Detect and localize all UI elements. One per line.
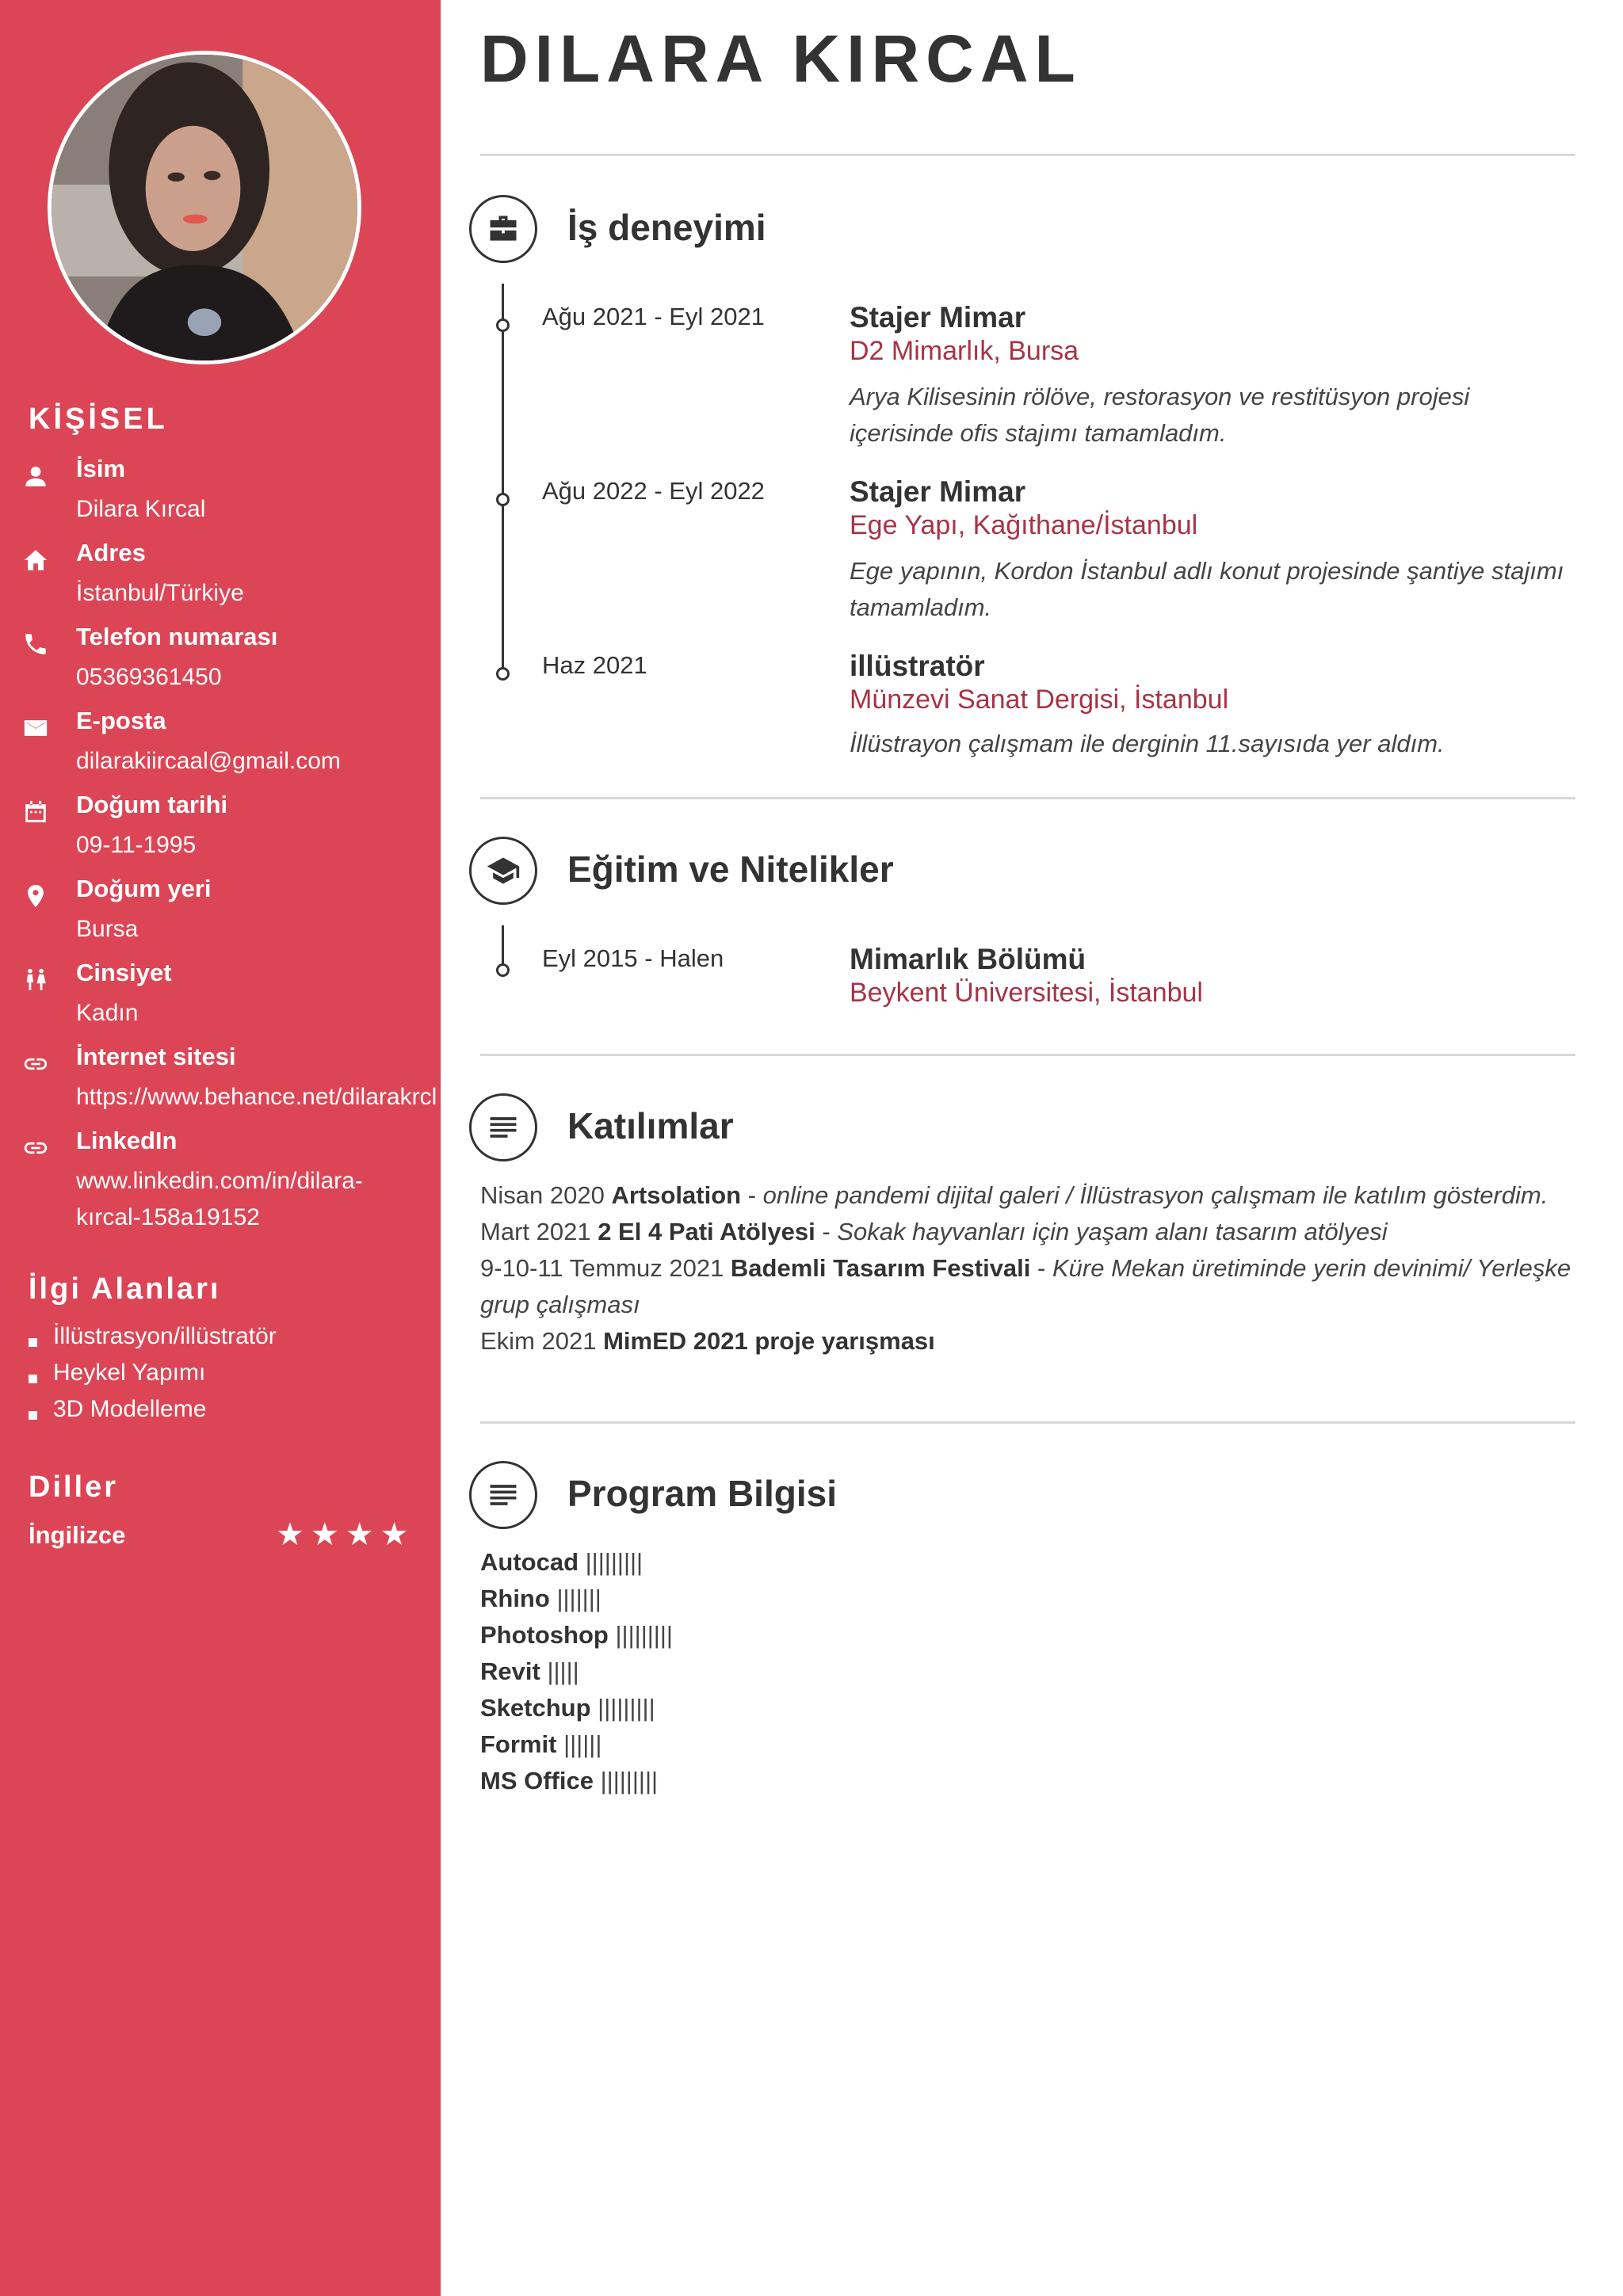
link-icon (22, 1051, 54, 1082)
participation-item: Ekim 2021 MimED 2021 proje yarışması (480, 1327, 935, 1355)
personal-label: E-posta (76, 707, 166, 734)
education-date: Eyl 2015 - Halen (542, 944, 724, 972)
program-item: Revit ||||| (480, 1657, 579, 1685)
sidebar (0, 0, 441, 2296)
participations-title: Katılımlar (567, 1105, 734, 1146)
section-icon-programs (469, 1461, 537, 1529)
program-item: Autocad ||||||||| (480, 1548, 643, 1576)
education-title: Eğitim ve Nitelikler (567, 849, 894, 890)
language-name: İngilizce (29, 1521, 126, 1549)
personal-value: dilarakiircaal@gmail.com (76, 748, 341, 774)
programs-title: Program Bilgisi (567, 1473, 837, 1514)
experience-desc: Arya Kilisesinin rölöve, restorasyon ve restitüsyon projesi içerisinde ofis stajımı tamamladım. (850, 383, 1470, 447)
program-item: Formit |||||| (480, 1730, 602, 1758)
experience-title-text: Stajer Mimar (850, 301, 1026, 334)
person-icon (22, 463, 54, 494)
personal-label: İsim (76, 455, 126, 482)
linkedin-link[interactable]: www.linkedin.com/in/dilara- (76, 1168, 363, 1194)
briefcase-icon (486, 212, 521, 246)
bullet-icon (29, 1338, 37, 1347)
personal-heading: KİŞİSEL (29, 402, 168, 436)
personal-value: 05369361450 (76, 664, 222, 690)
list-icon (486, 1478, 521, 1512)
personal-label: Adres (76, 539, 146, 566)
personal-label: Doğum tarihi (76, 791, 228, 818)
experience-title-text: Stajer Mimar (850, 475, 1026, 508)
website-link[interactable]: https://www.behance.net/dilarakrcl (76, 1084, 437, 1110)
interest-item: 3D Modelleme (29, 1396, 206, 1423)
list-icon (486, 1110, 521, 1145)
experience-date: Haz 2021 (542, 651, 647, 679)
interest-item: İllüstrasyon/illüstratör (29, 1323, 277, 1350)
education-org: Beykent Üniversitesi, İstanbul (850, 978, 1203, 1008)
program-item: Rhino ||||||| (480, 1585, 601, 1612)
education-title-text: Mimarlık Bölümü (850, 943, 1086, 975)
experience-title-text: illüstratör (850, 650, 985, 682)
personal-value: Dilara Kırcal (76, 496, 206, 522)
link-icon (22, 1135, 54, 1166)
section-icon-participations (469, 1093, 537, 1161)
personal-value: Bursa (76, 916, 139, 942)
personal-label: LinkedIn (76, 1127, 178, 1154)
location-pin-icon (22, 883, 54, 914)
interest-item: Heykel Yapımı (29, 1360, 205, 1386)
program-item: Sketchup ||||||||| (480, 1694, 655, 1722)
timeline-dot (496, 318, 510, 332)
section-icon-experience (469, 195, 537, 263)
home-icon (22, 547, 54, 578)
program-item: MS Office ||||||||| (480, 1767, 659, 1794)
experience-title: İş deneyimi (567, 207, 766, 248)
interests-heading: İlgi Alanları (29, 1272, 221, 1306)
language-stars-icon: ★★★★ (276, 1517, 415, 1552)
personal-label: İnternet sitesi (76, 1043, 236, 1070)
languages-heading: Diller (29, 1470, 119, 1504)
mail-icon (22, 715, 54, 746)
profile-photo-image (52, 55, 357, 360)
divider (480, 1421, 1575, 1424)
participation-item: 9-10-11 Temmuz 2021 Bademli Tasarım Festivali - Küre Mekan üretiminde yerin devinimi/ Yerleşke grup çalışması (480, 1254, 1571, 1318)
experience-date: Ağu 2021 - Eyl 2021 (542, 303, 765, 330)
profile-photo (48, 51, 361, 364)
section-icon-education (469, 837, 537, 905)
divider (480, 154, 1575, 156)
participation-item: Nisan 2020 Artsolation - online pandemi dijital galeri / İllüstrasyon çalışmam ile katılım gösterdim. (480, 1181, 1549, 1209)
timeline-dot (496, 493, 510, 506)
person-name: DILARA KIRCAL (480, 21, 1082, 96)
experience-desc: İllüstrayon çalışmam ile derginin 11.sayısıda yer aldım. (850, 730, 1445, 757)
participation-item: Mart 2021 2 El 4 Pati Atölyesi - Sokak hayvanları için yaşam alanı tasarım atölyesi (480, 1218, 1388, 1245)
personal-label: Doğum yeri (76, 875, 212, 902)
gender-icon (22, 967, 54, 998)
divider (480, 1054, 1575, 1056)
personal-value: Kadın (76, 1000, 139, 1026)
experience-date: Ağu 2022 - Eyl 2022 (542, 477, 765, 505)
program-item: Photoshop ||||||||| (480, 1621, 673, 1649)
personal-value: 09-11-1995 (76, 832, 197, 858)
bullet-icon (29, 1411, 37, 1420)
experience-org: Münzevi Sanat Dergisi, İstanbul (850, 685, 1229, 715)
calendar-icon (22, 799, 54, 830)
timeline-dot (496, 963, 510, 977)
personal-value: İstanbul/Türkiye (76, 580, 244, 606)
timeline-dot (496, 667, 510, 681)
personal-label: Telefon numarası (76, 623, 278, 650)
personal-label: Cinsiyet (76, 959, 172, 986)
experience-org: Ege Yapı, Kağıthane/İstanbul (850, 510, 1198, 540)
divider (480, 797, 1575, 799)
timeline-line (502, 284, 504, 673)
linkedin-link-cont[interactable]: kırcal-158a19152 (76, 1204, 260, 1230)
experience-org: D2 Mimarlık, Bursa (850, 336, 1079, 366)
experience-desc: Ege yapının, Kordon İstanbul adlı konut projesinde şantiye stajımı tamamladım. (850, 557, 1564, 621)
phone-icon (22, 631, 54, 662)
graduation-cap-icon (486, 853, 521, 888)
bullet-icon (29, 1375, 37, 1383)
